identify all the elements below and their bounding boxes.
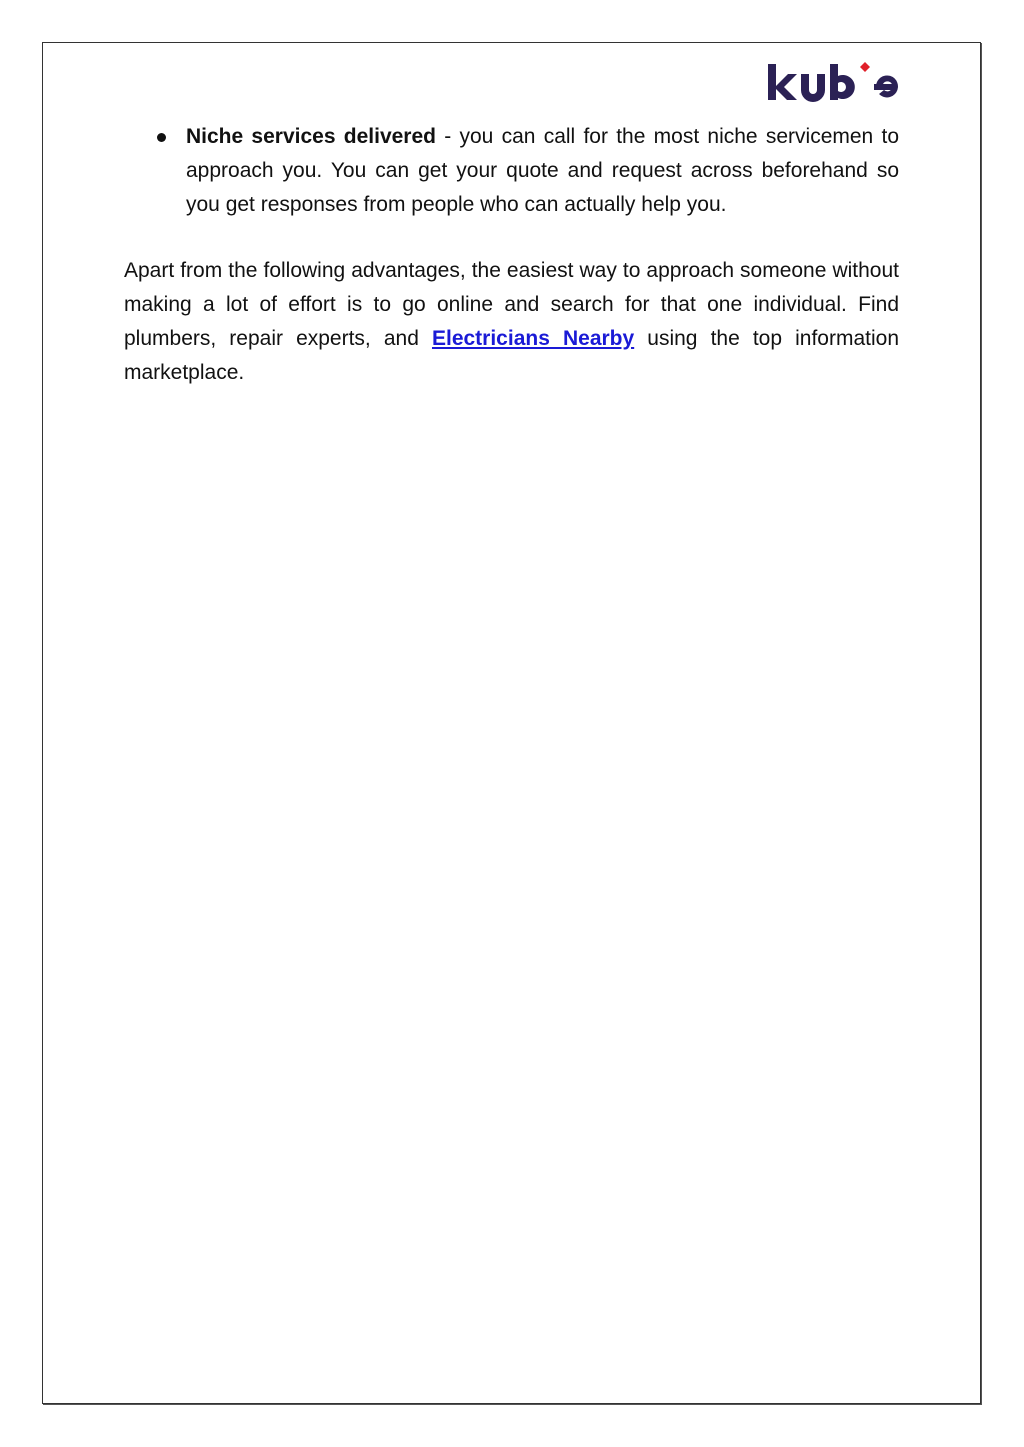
bullet-dot-icon <box>157 133 166 142</box>
kube-logo <box>766 60 900 104</box>
document-body <box>124 120 899 390</box>
electricians-nearby-link[interactable]: Electricians Nearby <box>431 327 635 350</box>
bullet-title: Niche services delivered <box>186 125 436 148</box>
paragraph-after-link: using the top information marketplace. <box>124 327 900 384</box>
bullet-text: - you can call for the most niche servicemen to approach you. You can get your quote and request across beforehand so you get responses from people who can actually help you. <box>186 125 899 216</box>
paragraph-before-link: Apart from the following advantages, the easiest way to approach someone without making a lot of effort is to go online and search for that one individual. Find plumbers, repair experts, and <box>124 259 899 350</box>
bullet-list <box>124 120 899 222</box>
bullet-item <box>124 120 899 222</box>
body-paragraph <box>124 254 899 390</box>
kube-logo-icon <box>766 60 900 104</box>
